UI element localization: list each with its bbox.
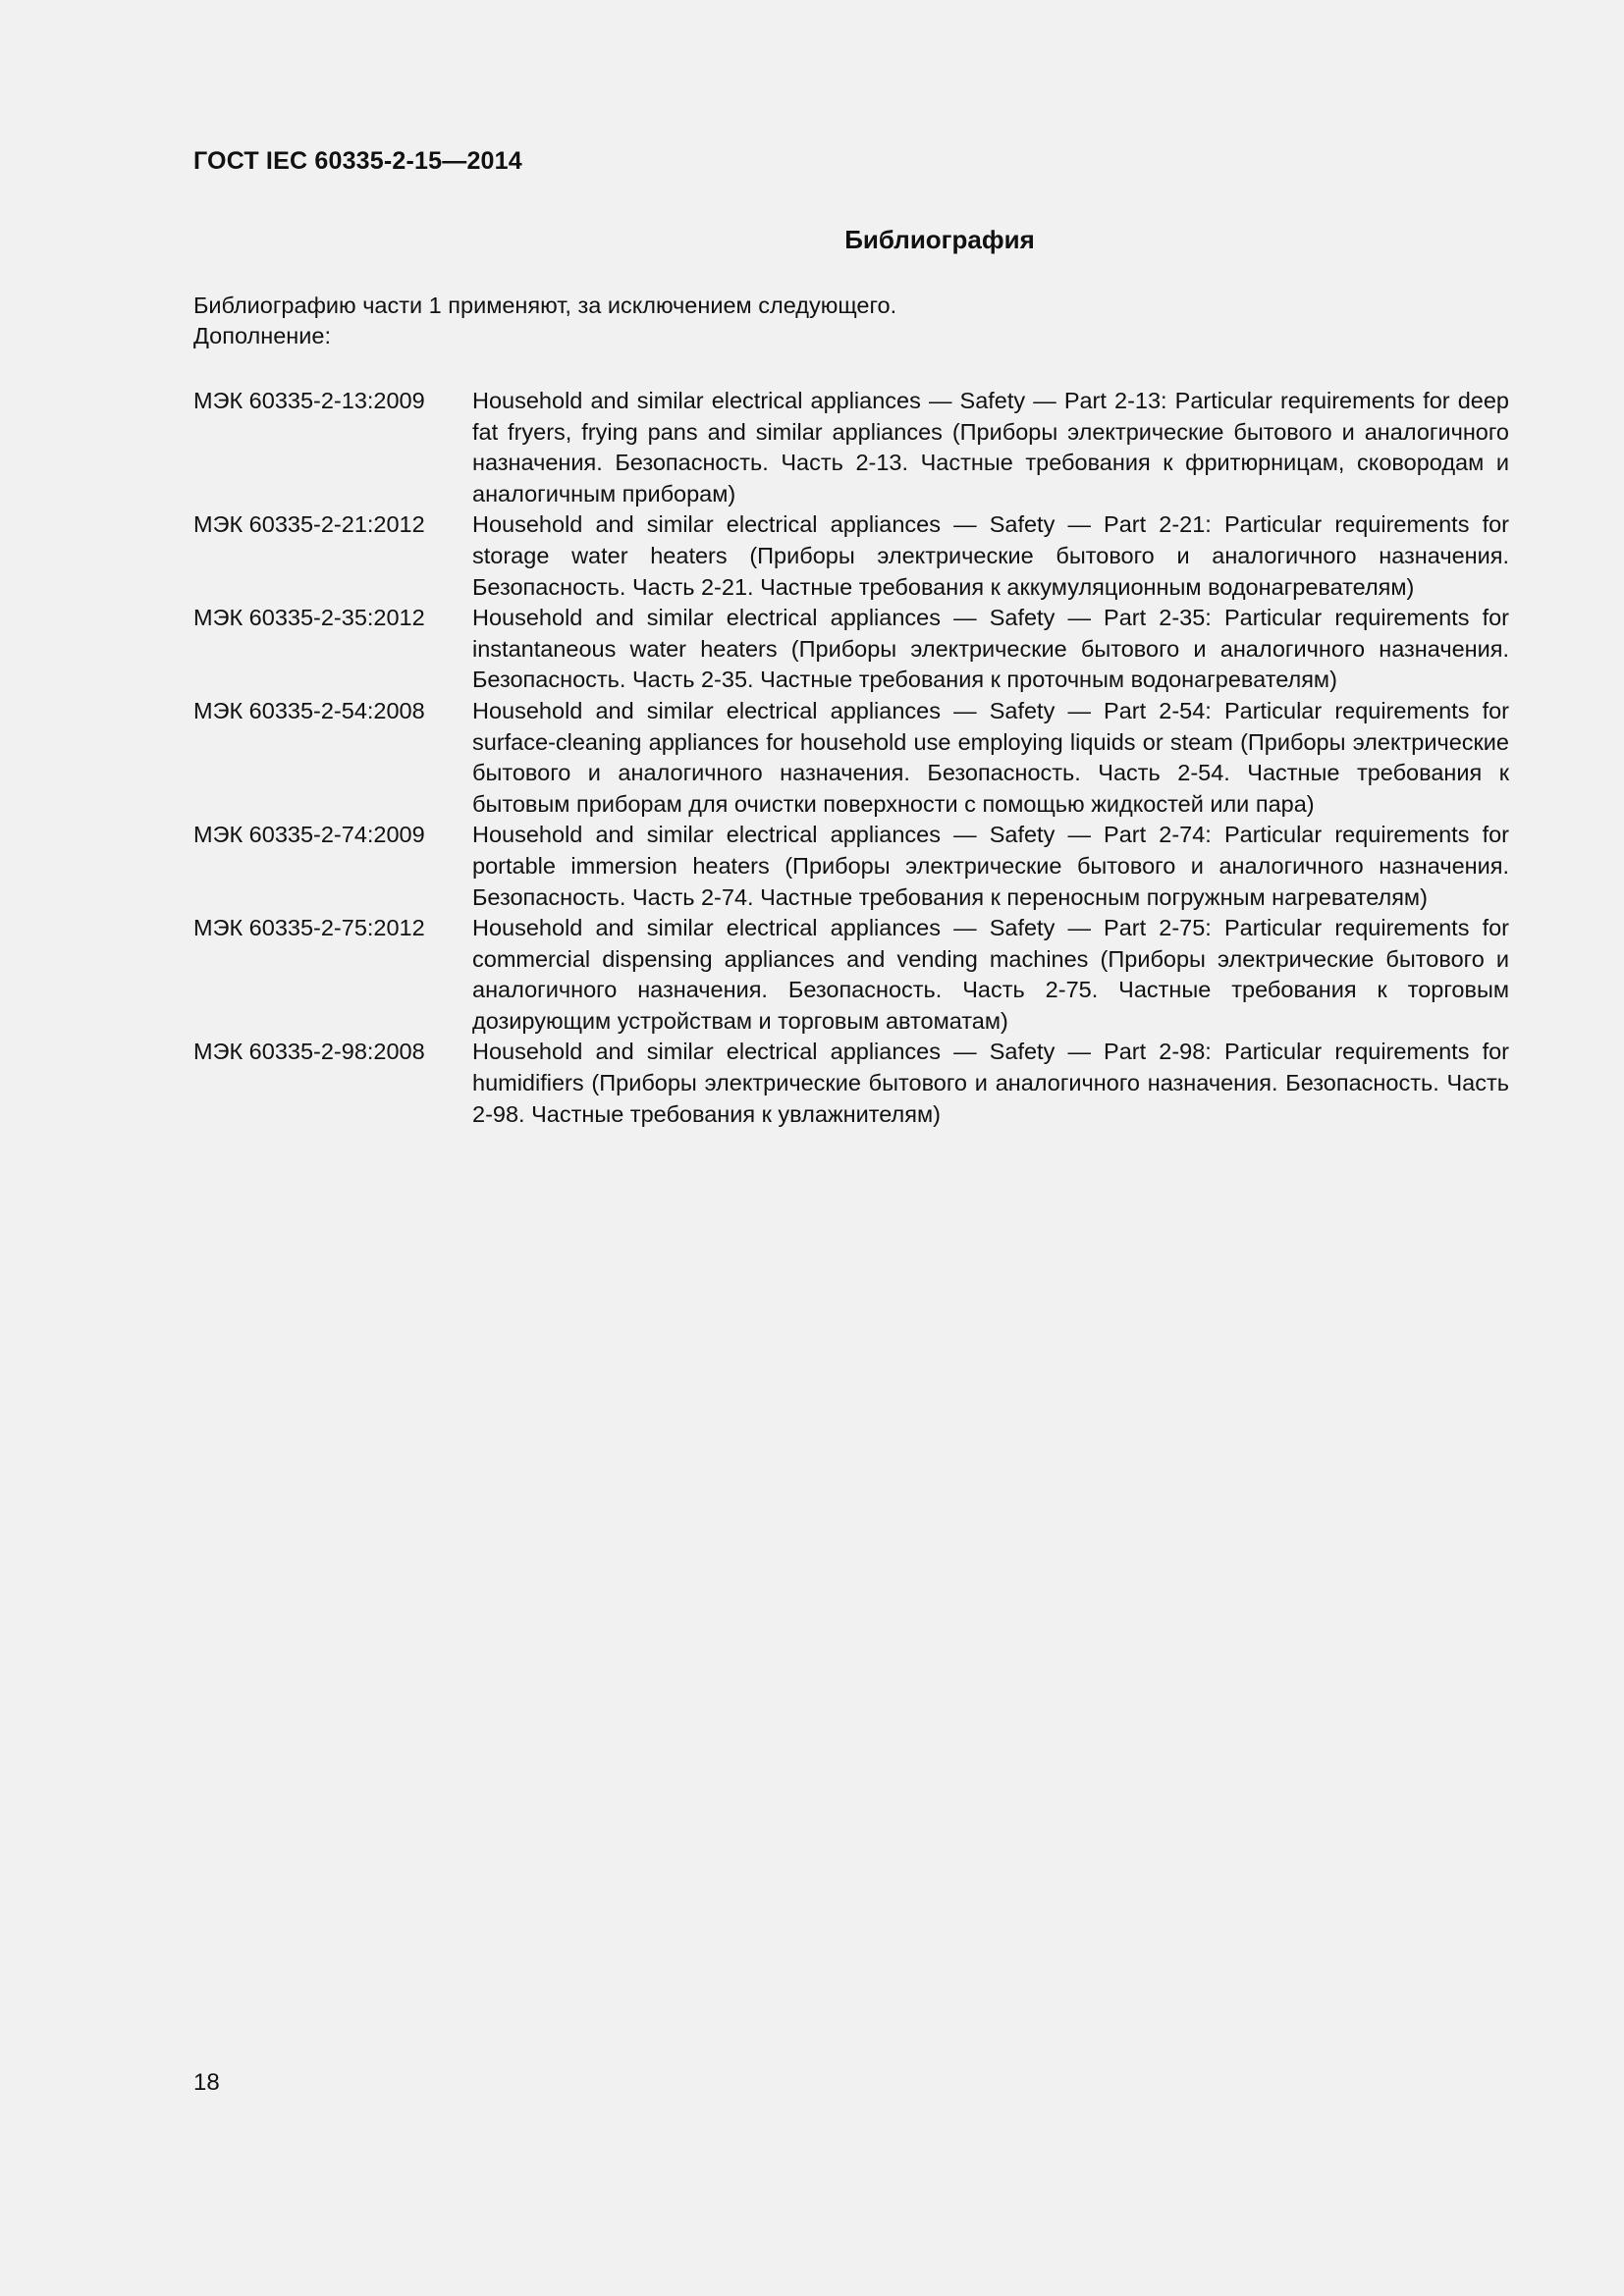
intro-line: Библиографию части 1 применяют, за исключением следующего. bbox=[193, 293, 897, 318]
intro-text bbox=[193, 291, 896, 351]
bibliography-list bbox=[193, 386, 1509, 1130]
entry-reference: МЭК 60335-2-98:2008 bbox=[193, 1039, 425, 1065]
entry-description: Household and similar electrical appliances — Safety — Part 2-74: Particular requirements for portable immersion heaters (Приборы электрические бытового и аналогичного назначения. Безопасность. Часть 2-74. Частные требования к переносным погружным нагревателям) bbox=[472, 822, 1509, 910]
entry-description: Household and similar electrical appliances — Safety — Part 2-35: Particular requirements for instantaneous water heaters (Приборы электрические бытового и аналогичного назначения. Безопасность. Часть 2-35. Частные требования к проточным водонагревателям) bbox=[472, 605, 1509, 693]
document-header: ГОСТ IEC 60335-2-15—2014 bbox=[193, 147, 522, 175]
entry-reference: МЭК 60335-2-54:2008 bbox=[193, 697, 425, 723]
entry-reference: МЭК 60335-2-75:2012 bbox=[193, 915, 425, 941]
bibliography-entry bbox=[193, 603, 1509, 696]
entry-reference: МЭК 60335-2-13:2009 bbox=[193, 388, 425, 413]
bibliography-entry bbox=[193, 1037, 1509, 1130]
entry-description: Household and similar electrical appliances — Safety — Part 2-75: Particular requirements for commercial dispensing appliances and vending machines (Приборы электрические бытового и аналогичного назначения. Безопасность. Часть 2-75. Частные требования к торговым дозирующим устройствам и торговым автоматам) bbox=[472, 915, 1509, 1034]
bibliography-entry bbox=[193, 820, 1509, 913]
entry-reference: МЭК 60335-2-35:2012 bbox=[193, 605, 425, 631]
page-number: 18 bbox=[193, 2069, 220, 2096]
bibliography-entry bbox=[193, 386, 1509, 509]
entry-reference: МЭК 60335-2-74:2009 bbox=[193, 822, 425, 848]
entry-description: Household and similar electrical appliances — Safety — Part 2-98: Particular requirements for humidifiers (Приборы электрические бытового и аналогичного назначения. Безопасность. Часть 2-98. Частные требования к увлажнителям) bbox=[472, 1039, 1509, 1127]
entry-description: Household and similar electrical appliances — Safety — Part 2-21: Particular requirements for storage water heaters (Приборы электрические бытового и аналогичного назначения. Безопасность. Часть 2-21. Частные требования к аккумуляционным водонагревателям) bbox=[472, 511, 1509, 600]
bibliography-entry bbox=[193, 696, 1509, 820]
entry-reference: МЭК 60335-2-21:2012 bbox=[193, 511, 425, 538]
bibliography-entry bbox=[193, 509, 1509, 603]
page-title: Библиография bbox=[844, 225, 1035, 254]
intro-line: Дополнение: bbox=[193, 323, 331, 348]
entry-description: Household and similar electrical appliances — Safety — Part 2-13: Particular requirements for deep fat fryers, frying pans and similar appliances (Приборы электрические бытового и аналогичного назначения. Безопасность. Часть 2-13. Частные требования к фритюрницам, сковородам и аналогичным приборам) bbox=[472, 388, 1509, 507]
bibliography-entry bbox=[193, 913, 1509, 1037]
entry-description: Household and similar electrical appliances — Safety — Part 2-54: Particular requirements for surface-cleaning appliances for household use employing liquids or steam (Приборы электрические бытового и аналогичного назначения. Безопасность. Часть 2-54. Частные требования к бытовым приборам для очистки поверхности с помощью жидкостей или пара) bbox=[472, 697, 1509, 817]
